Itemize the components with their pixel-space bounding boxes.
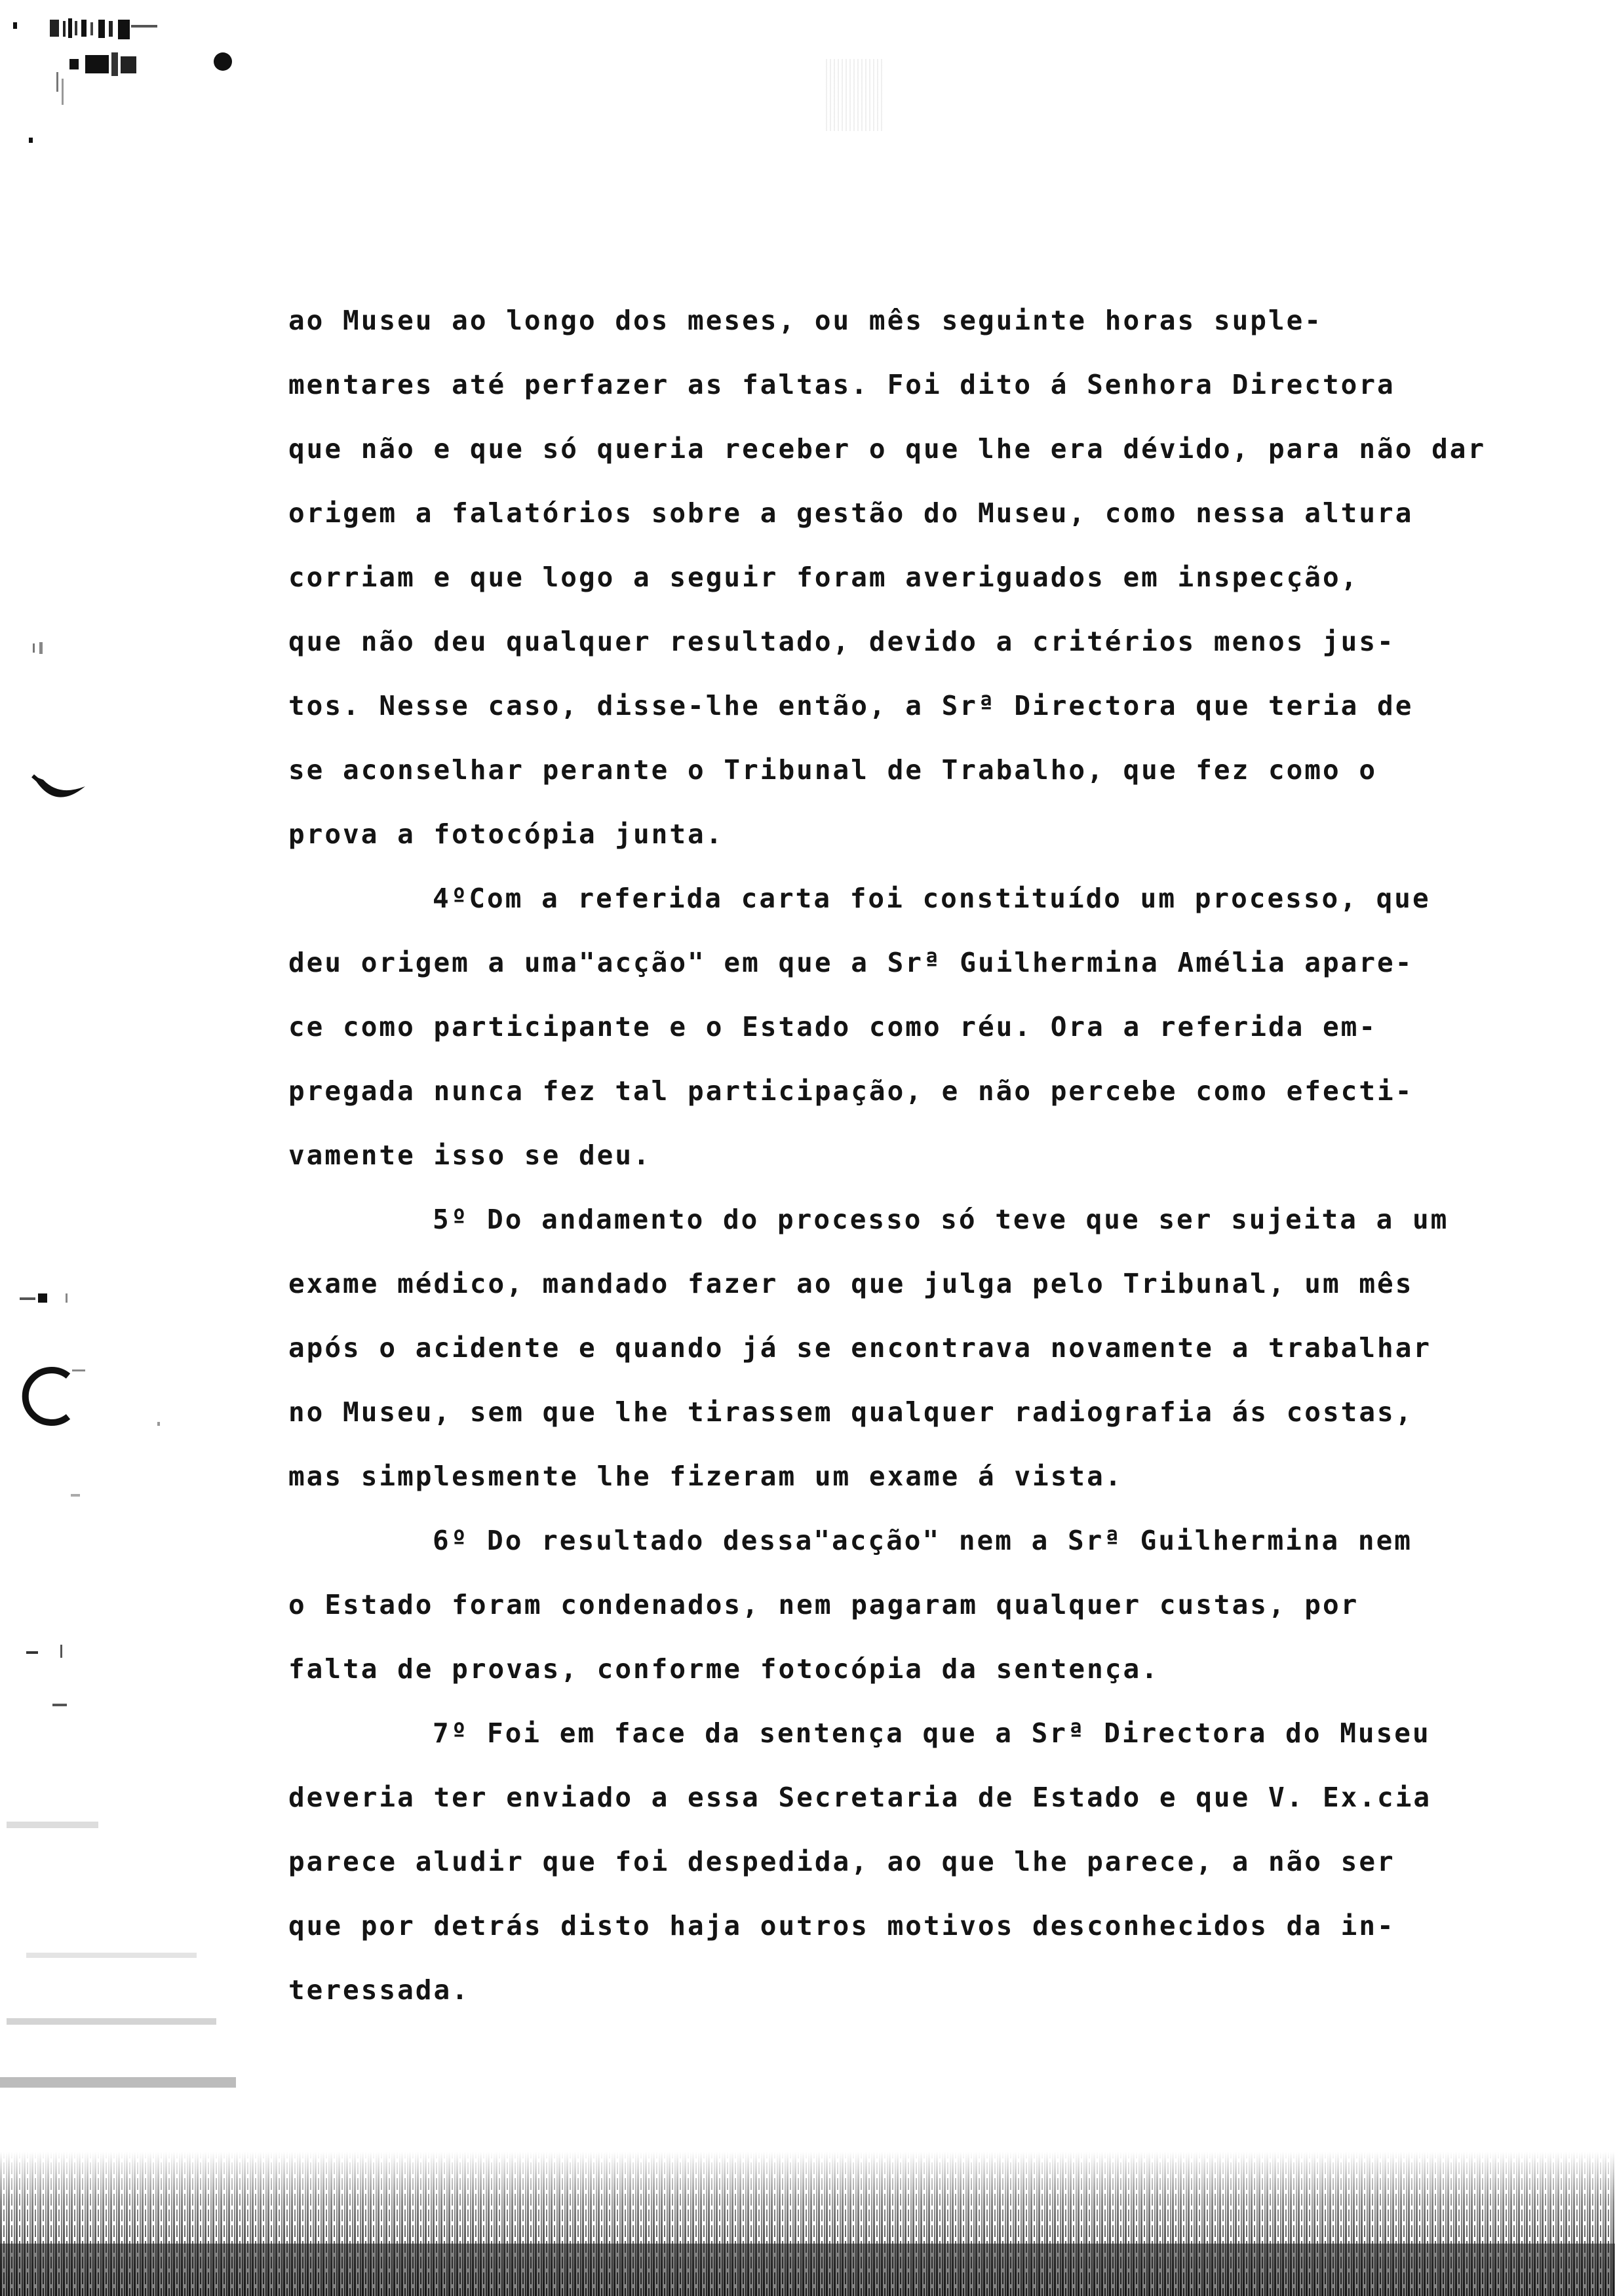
text-line: falta de provas, conforme fotocópia da sentença. (288, 1653, 1159, 1685)
text-line: vamente isso se deu. (288, 1139, 652, 1171)
text-line: parece aludir que foi despedida, ao que lhe parece, a não ser (288, 1846, 1395, 1877)
text-line: mentares até perfazer as faltas. Foi dito á Senhora Directora (288, 369, 1395, 400)
paragraph-5-start: 5º Do andamento do processo só teve que ser sujeita a um (433, 1204, 1449, 1235)
text-line: no Museu, sem que lhe tirassem qualquer radiografia ás costas, (288, 1396, 1414, 1428)
scan-noise-left-margin (0, 590, 236, 2162)
text-line: teressada. (288, 1974, 470, 2006)
text-line: que não e que só queria receber o que lhe era dévido, para não dar (288, 433, 1487, 465)
scan-noise-top-left (13, 13, 262, 144)
letter-body (288, 288, 1586, 2022)
text-line: deveria ter enviado a essa Secretaria de Estado e que V. Ex.cia (288, 1782, 1432, 1813)
text-line: que não deu qualquer resultado, devido a critérios menos jus- (288, 626, 1395, 657)
text-line: se aconselhar perante o Tribunal de Trabalho, que fez como o (288, 754, 1378, 786)
text-line: deu origem a uma"acção" em que a Srª Guilhermina Amélia apare- (288, 947, 1414, 978)
text-line: que por detrás disto haja outros motivos desconhecidos da in- (288, 1910, 1395, 1942)
scan-noise-bottom (0, 2113, 1615, 2296)
text-line: após o acidente e quando já se encontrava novamente a trabalhar (288, 1332, 1432, 1364)
text-line: ce como participante e o Estado como réu. Ora a referida em- (288, 1011, 1378, 1043)
text-line: exame médico, mandado fazer ao que julga pelo Tribunal, um mês (288, 1268, 1414, 1299)
text-line: tos. Nesse caso, disse-lhe então, a Srª Directora que teria de (288, 690, 1414, 721)
paragraph-6-start: 6º Do resultado dessa"acção" nem a Srª Guilhermina nem (433, 1525, 1412, 1556)
text-line: origem a falatórios sobre a gestão do Museu, como nessa altura (288, 497, 1414, 529)
text-line: corriam e que logo a seguir foram averiguados em inspecção, (288, 562, 1359, 593)
scan-noise-top-center (826, 59, 885, 131)
text-line: pregada nunca fez tal participação, e não percebe como efecti- (288, 1075, 1414, 1107)
paragraph-7-start: 7º Foi em face da sentença que a Srª Directora do Museu (433, 1717, 1431, 1749)
paragraph-4-start: 4ºCom a referida carta foi constituído um processo, que (433, 883, 1431, 914)
text-line: o Estado foram condenados, nem pagaram qualquer custas, por (288, 1589, 1359, 1620)
text-line: mas simplesmente lhe fizeram um exame á vista. (288, 1461, 1123, 1492)
text-line: ao Museu ao longo dos meses, ou mês seguinte horas suple- (288, 305, 1323, 336)
text-line: prova a fotocópia junta. (288, 818, 724, 850)
